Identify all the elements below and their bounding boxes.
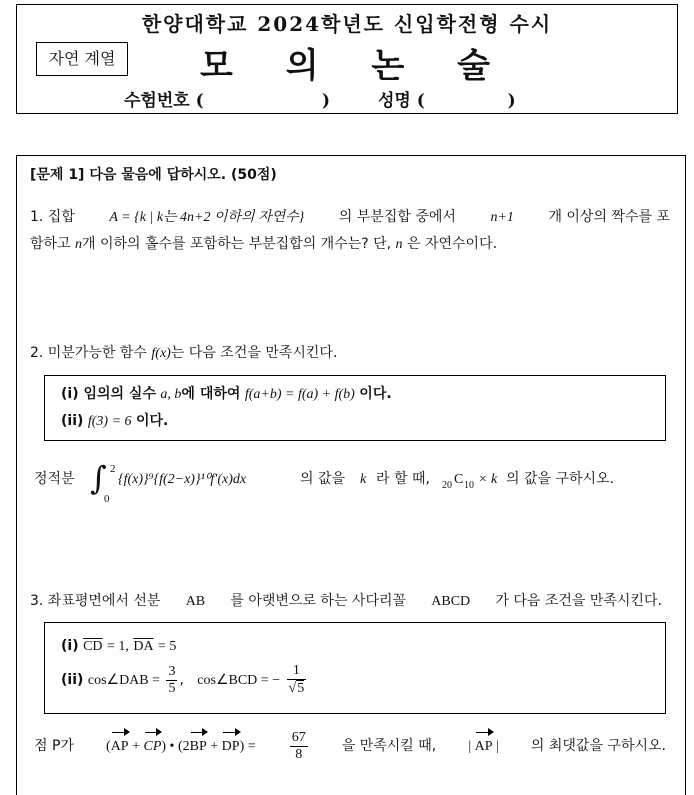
q2-text-a: 2. 미분가능한 함수 bbox=[30, 345, 147, 361]
track-label: 자연 계열 bbox=[36, 42, 128, 76]
q1-text-e: 개 이하의 홀수를 포함하는 부분집합의 개수는? 단, bbox=[82, 236, 392, 252]
main-title-char: 의 bbox=[285, 46, 319, 86]
q3-condition-1: (i) $\overline{CD} = 1$, $\overline{DA} = 5$ bbox=[61, 638, 177, 654]
q1-even: n+1 bbox=[490, 210, 514, 225]
main-title-char: 술 bbox=[457, 46, 490, 86]
main-title bbox=[200, 38, 490, 87]
q1-text-c: 개 이상의 짝수를 포 bbox=[548, 209, 670, 225]
q3-condition-2: (ii) cos∠DAB = $\frac{3}{5}$ , cos∠BCD = − $\frac{1}{√5}$ bbox=[61, 663, 305, 696]
question-1 bbox=[30, 204, 670, 258]
problem-heading: [문제 1] 다음 물음에 답하시오. (50점) bbox=[30, 167, 277, 183]
q1-text-d: 함하고 bbox=[30, 236, 71, 252]
fraction: $\frac{3}{5}$ bbox=[168, 663, 176, 696]
q2-condition-1: (i) 임의의 실수 a, b에 대하여 f(a+b) = f(a) + f(b) 이다. bbox=[61, 386, 392, 402]
exam-title: 한양대학교 2024학년도 신입학전형 수시 bbox=[141, 12, 553, 36]
q2-text-b: 는 다음 조건을 만족시킨다. bbox=[170, 345, 338, 361]
integral-sign: ∫ bbox=[90, 459, 107, 497]
q1-n: n bbox=[395, 237, 403, 252]
main-title-char: 논 bbox=[371, 46, 405, 86]
q2-condition-2: (ii) f(3) = 6 이다. bbox=[61, 413, 169, 429]
q3-condition-box bbox=[44, 622, 666, 714]
q3-final-line: 점 P가 (AP + CP) • (2BP + DP) = $\frac{67}{8}$ 을 만족시킬 때, | AP | 의 최댓값을 구하시오. bbox=[34, 730, 666, 762]
q2-condition-box bbox=[44, 375, 666, 441]
fraction: $\frac{67}{8}$ bbox=[291, 730, 306, 762]
q2-fx: f(x) bbox=[151, 346, 171, 361]
q1-odd: n bbox=[75, 237, 83, 252]
q1-set: A = {k | k는 4n+2 이하의 자연수} bbox=[109, 210, 305, 225]
q1-text-f: 은 자연수이다. bbox=[407, 236, 498, 252]
question-3-intro: 3. 좌표평면에서 선분 AB 를 아랫변으로 하는 사다리꼴 ABCD 가 다음 조건을 만족시킨다. bbox=[30, 593, 662, 609]
exam-number-field: 수험번호 ( ) bbox=[124, 91, 331, 111]
fraction: $\frac{1}{√5}$ bbox=[288, 663, 305, 696]
q1-text-b: 의 부분집합 중에서 bbox=[338, 209, 456, 225]
name-field: 성명 ( ) bbox=[378, 91, 516, 111]
q2-integral-line: 정적분 ∫ 2 0 {f(x)}⁹{f(2−x)}¹⁰f′(x)dx 의 값을 k 라 할 때, 20 C 10 × k 의 값을 구하시오. bbox=[34, 459, 615, 505]
q1-text-a: 1. 집합 bbox=[30, 209, 75, 225]
main-title-char: 모 bbox=[200, 46, 233, 86]
question-2-intro bbox=[30, 340, 337, 367]
